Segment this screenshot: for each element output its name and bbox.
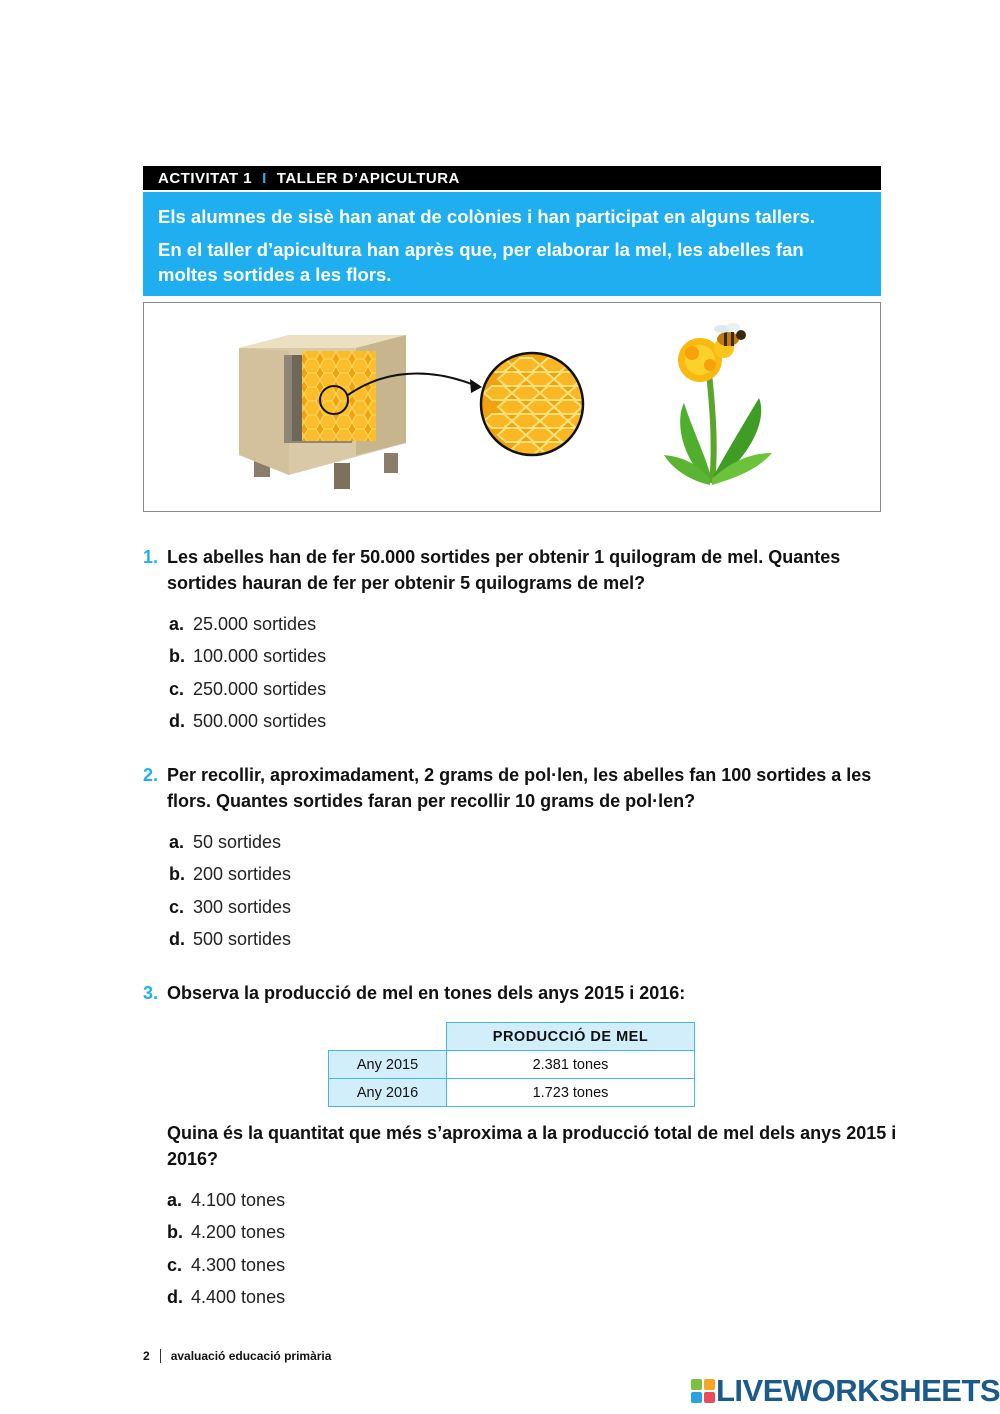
bee-icon	[714, 323, 746, 346]
option-a[interactable]	[169, 826, 903, 858]
honey-production-table	[328, 1022, 695, 1107]
option-c[interactable]	[169, 673, 903, 705]
option-c[interactable]	[167, 1249, 897, 1281]
option-letter: b.	[169, 864, 185, 885]
intro-line-2: En el taller d’apicultura han après que, per elaborar la mel, les abelles fan moltes sortides a les flors.	[158, 239, 804, 285]
option-text: 300 sortides	[193, 896, 292, 917]
option-letter: b.	[167, 1222, 183, 1243]
question-3	[143, 980, 903, 1006]
intro-box	[143, 192, 881, 296]
option-a[interactable]	[169, 608, 903, 640]
question-3-followup	[167, 1120, 897, 1313]
option-text: 100.000 sortides	[193, 646, 327, 667]
dandelion-flower	[664, 338, 772, 485]
option-text: 4.200 tones	[191, 1222, 286, 1243]
option-letter: c.	[169, 896, 185, 917]
header-separator: I	[262, 169, 267, 187]
option-text: 500.000 sortides	[193, 710, 327, 731]
footer-divider	[160, 1349, 161, 1363]
option-letter: b.	[169, 646, 185, 667]
option-d[interactable]	[169, 923, 903, 955]
option-a[interactable]	[167, 1184, 897, 1216]
beehive-illustration	[144, 303, 882, 513]
question-1	[143, 544, 903, 737]
table-row	[329, 1051, 695, 1079]
option-letter: c.	[169, 678, 185, 699]
activity-number: ACTIVITAT 1	[158, 169, 253, 187]
logo-icon	[690, 1378, 716, 1404]
option-text: 4.300 tones	[191, 1254, 286, 1275]
row-label: Any 2015	[329, 1051, 447, 1079]
option-letter: d.	[169, 928, 185, 949]
row-value: 2.381 tones	[447, 1051, 695, 1079]
intro-line-1: Els alumnes de sisè han anat de colònies i han participat en alguns tallers.	[158, 206, 815, 227]
logo-wordmark: LIVEWORKSHEETS	[716, 1373, 1000, 1408]
hive-front	[239, 348, 289, 475]
illustration-box	[143, 302, 881, 512]
page-footer	[143, 1349, 331, 1363]
option-c[interactable]	[169, 891, 903, 923]
row-label: Any 2016	[329, 1079, 447, 1107]
question-number: 3.	[143, 983, 159, 1003]
hive-leg	[334, 463, 350, 489]
option-letter: a.	[169, 614, 185, 634]
option-text: 25.000 sortides	[193, 614, 317, 634]
table-corner	[329, 1023, 447, 1051]
footer-text: avaluació educació primària	[170, 1349, 332, 1363]
hive-frame	[292, 355, 302, 441]
option-text: 4.400 tones	[191, 1286, 286, 1307]
hive-leg	[384, 453, 398, 473]
option-text: 250.000 sortides	[193, 678, 327, 699]
option-letter: a.	[167, 1190, 183, 1210]
honeycomb-zoom	[474, 348, 596, 463]
question-text: Per recollir, aproximadament, 2 grams de pol·len, les abelles fan 100 sortides a les flors. Quantes sortides faran per recollir 10 grams de pol·len?	[167, 765, 872, 811]
row-value: 1.723 tones	[447, 1079, 695, 1107]
option-text: 50 sortides	[193, 832, 282, 852]
option-d[interactable]	[169, 705, 903, 737]
honeycomb-frame	[302, 351, 376, 441]
option-text: 4.100 tones	[191, 1190, 286, 1210]
question-number: 1.	[143, 547, 159, 567]
question-2	[143, 762, 903, 955]
arrow-head	[470, 379, 482, 393]
liveworksheets-logo[interactable]	[690, 1373, 1000, 1409]
option-text: 200 sortides	[193, 864, 292, 885]
question-text: Observa la producció de mel en tones dels anys 2015 i 2016:	[167, 983, 686, 1003]
option-b[interactable]	[167, 1216, 897, 1248]
activity-header	[143, 166, 881, 190]
question-number: 2.	[143, 765, 159, 785]
option-text: 500 sortides	[193, 928, 292, 949]
option-b[interactable]	[169, 858, 903, 890]
option-b[interactable]	[169, 640, 903, 672]
option-d[interactable]	[167, 1281, 897, 1313]
activity-title: TALLER D’APICULTURA	[276, 169, 460, 187]
followup-text: Quina és la quantitat que més s’aproxima a la producció total de mel dels anys 2015 i 2016?	[167, 1123, 897, 1169]
table-row	[329, 1079, 695, 1107]
option-letter: a.	[169, 832, 185, 852]
page-number: 2	[143, 1349, 150, 1363]
table-header: PRODUCCIÓ DE MEL	[447, 1023, 695, 1051]
option-letter: d.	[167, 1286, 183, 1307]
option-letter: c.	[167, 1254, 183, 1275]
option-letter: d.	[169, 710, 185, 731]
question-text: Les abelles han de fer 50.000 sortides per obtenir 1 quilogram de mel. Quantes sortides hauran de fer per obtenir 5 quilograms de mel?	[167, 547, 841, 593]
